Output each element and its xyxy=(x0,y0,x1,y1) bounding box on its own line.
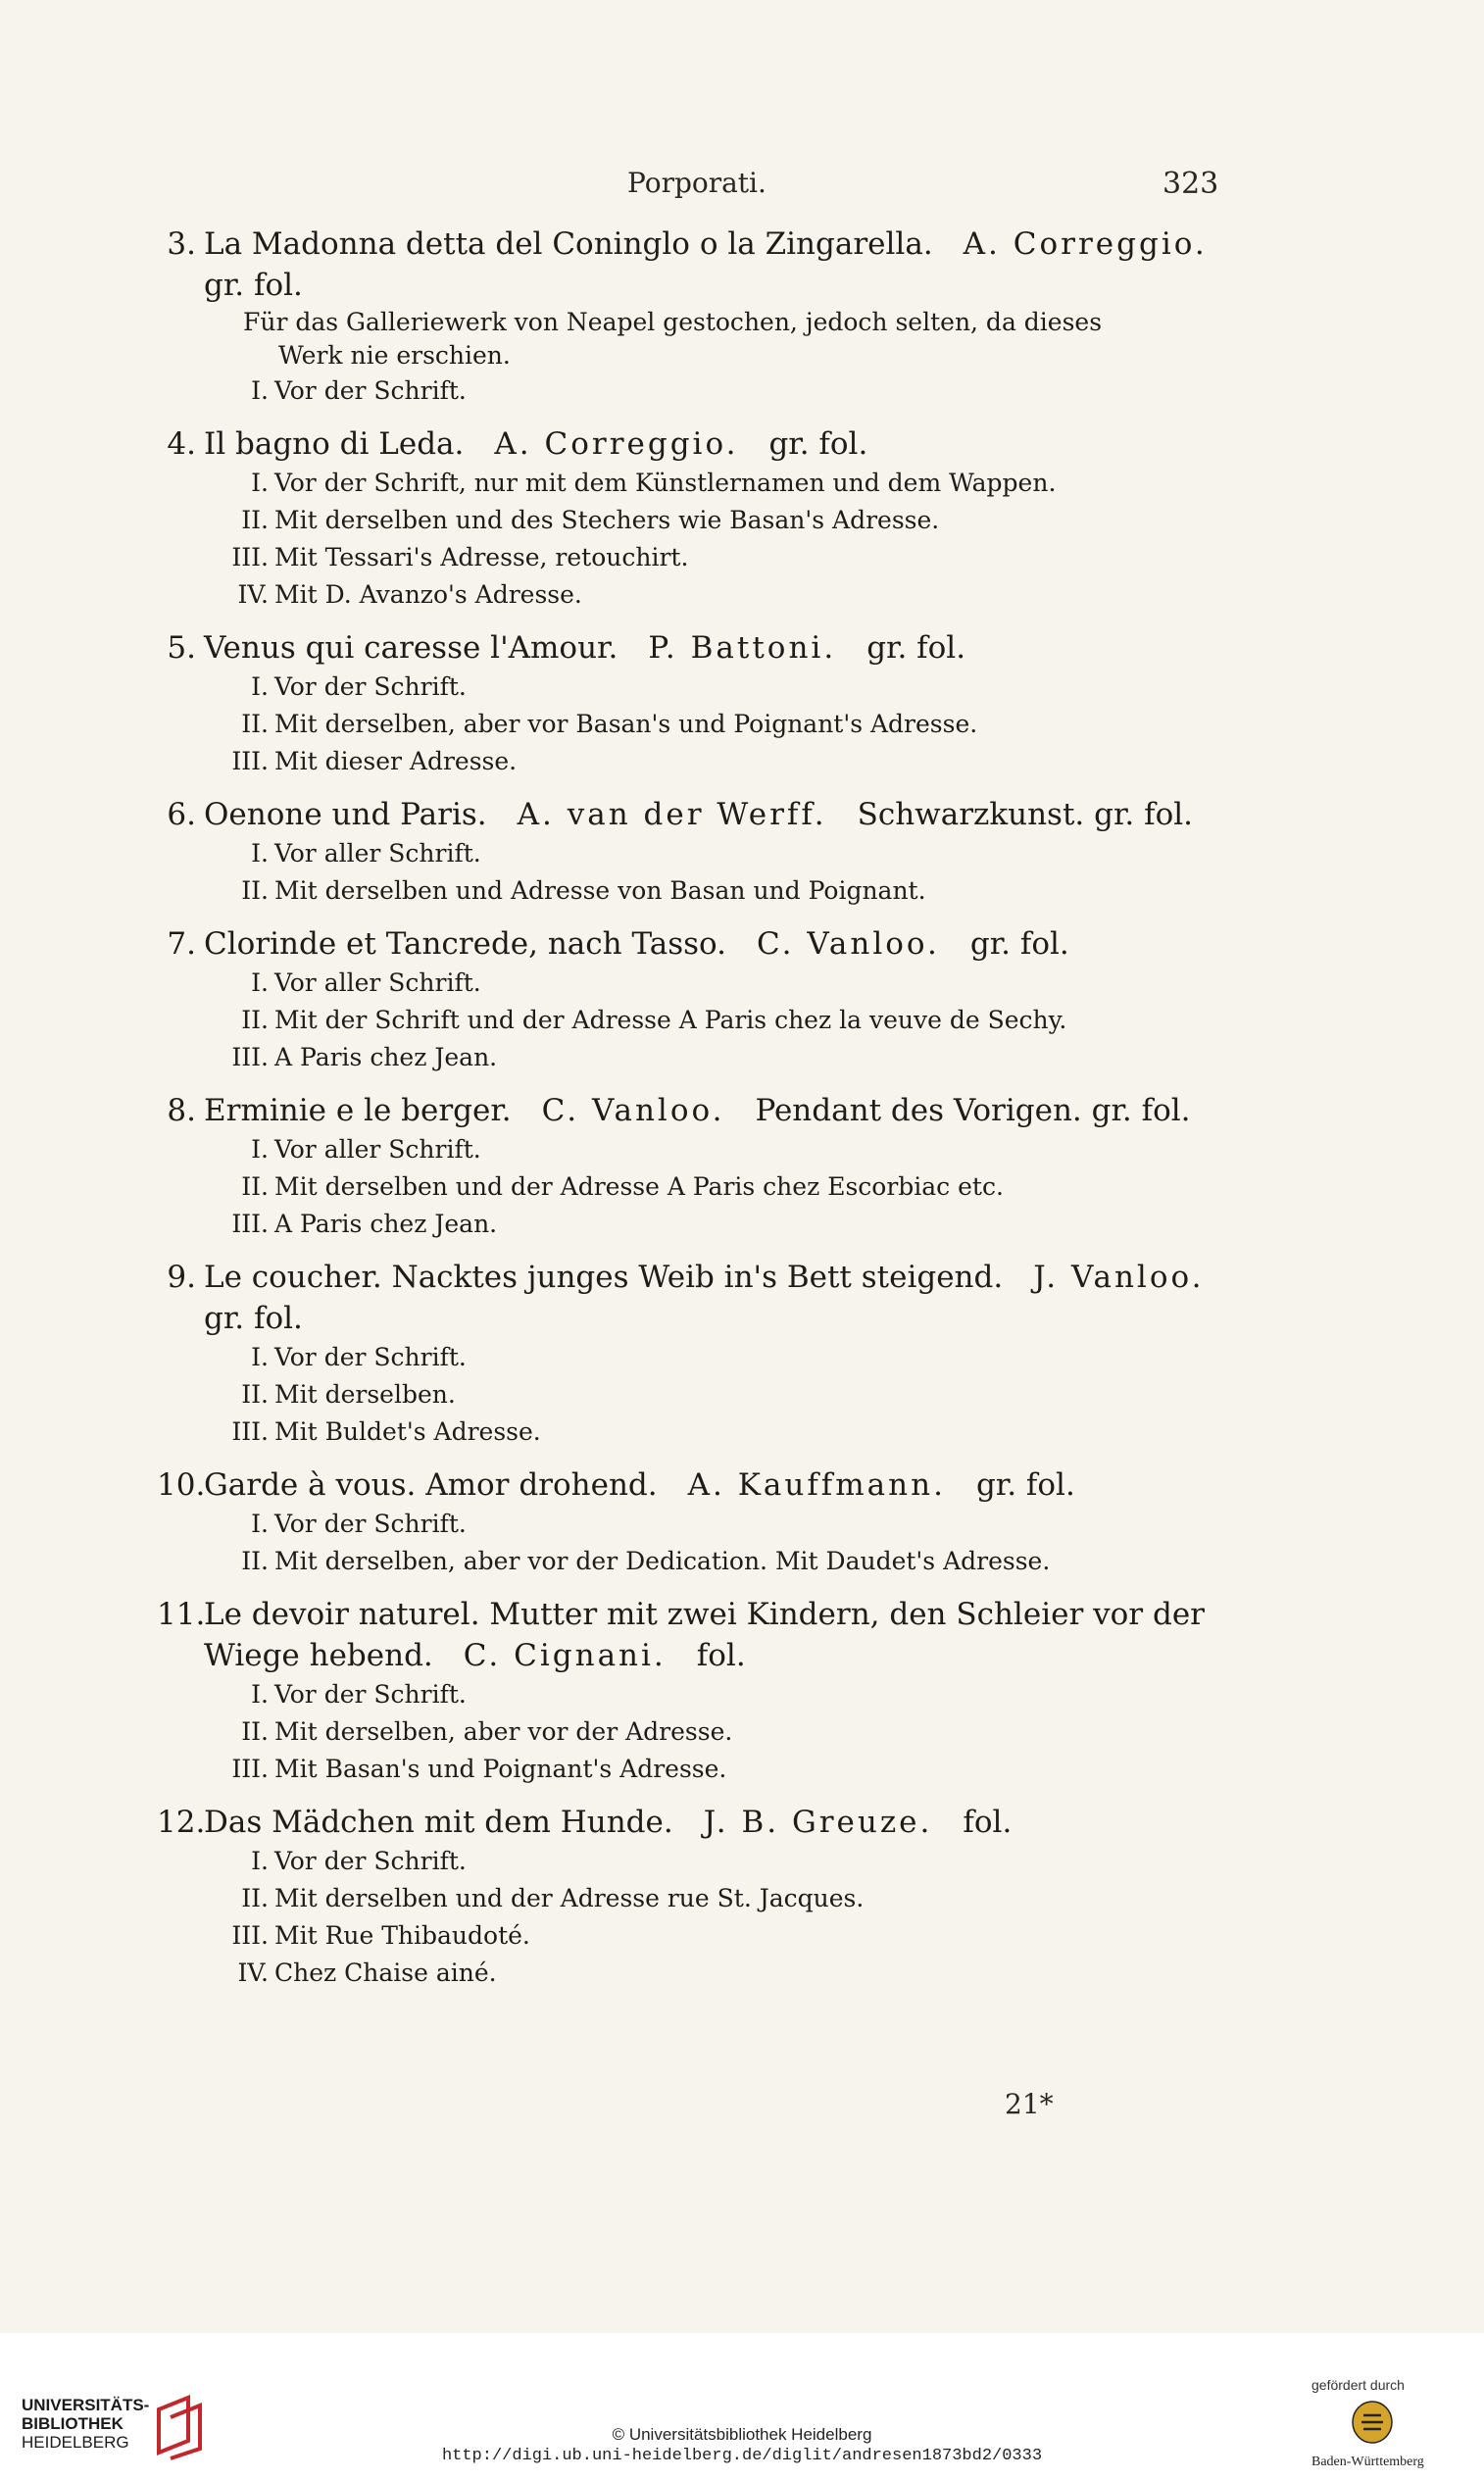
state-numeral: I. xyxy=(251,469,269,497)
plate-state xyxy=(157,1168,1255,1206)
state-numeral: II. xyxy=(241,1172,269,1201)
library-line-3: HEIDELBERG xyxy=(22,2433,129,2452)
entry-subject: Das Mädchen mit dem Hunde. xyxy=(204,1805,673,1840)
catalogue-entry xyxy=(157,1257,1255,1451)
state-numeral: I. xyxy=(251,839,269,868)
entry-title xyxy=(157,1257,1255,1339)
state-description: Mit derselben, aber vor Basan's und Poignant's Adresse. xyxy=(274,710,978,738)
state-numeral: II. xyxy=(241,1884,269,1912)
catalogue-entry xyxy=(157,1464,1255,1580)
state-description: A Paris chez Jean. xyxy=(274,1210,498,1238)
entry-number: 10. xyxy=(157,1467,206,1503)
entry-title xyxy=(157,627,1255,669)
state-description: A Paris chez Jean. xyxy=(274,1043,498,1071)
plate-state xyxy=(157,502,1255,539)
plate-state xyxy=(157,965,1255,1002)
state-description: Mit derselben, aber vor der Dedication. Mit Daudet's Adresse. xyxy=(274,1547,1051,1575)
catalogue-entry xyxy=(157,794,1255,910)
state-description: Mit D. Avanzo's Adresse. xyxy=(274,580,582,609)
state-numeral: III. xyxy=(231,1210,269,1238)
entry-artist: P. Battoni. xyxy=(648,630,837,666)
entry-artist: C. Cignani. xyxy=(463,1638,667,1673)
state-description: Mit Rue Thibaudoté. xyxy=(274,1921,530,1950)
state-description: Vor der Schrift, nur mit dem Künstlernamen und dem Wappen. xyxy=(274,469,1057,497)
catalogue-entry xyxy=(157,1594,1255,1788)
entry-title xyxy=(157,1090,1255,1131)
state-description: Mit Tessari's Adresse, retouchirt. xyxy=(274,543,689,571)
plate-state xyxy=(157,743,1255,780)
entry-title xyxy=(157,923,1255,965)
entry-number: 4. xyxy=(167,426,196,462)
entry-subject: Le coucher. Nacktes junges Weib in's Bett steigend. xyxy=(204,1260,1004,1295)
entry-number: 3. xyxy=(167,226,196,262)
entry-format: fol. xyxy=(963,1805,1013,1840)
catalogue-entries xyxy=(157,223,1255,2006)
state-numeral: III. xyxy=(231,543,269,571)
state-description: Mit Basan's und Poignant's Adresse. xyxy=(274,1755,727,1783)
entry-artist: J. B. Greuze. xyxy=(703,1805,933,1840)
state-description: Mit derselben und der Adresse rue St. Jacques. xyxy=(274,1884,865,1912)
plate-state xyxy=(157,1751,1255,1788)
plate-state xyxy=(157,872,1255,910)
plate-state xyxy=(157,706,1255,743)
entry-format: gr. fol. xyxy=(204,1301,303,1336)
page-number: 323 xyxy=(1162,167,1219,201)
state-numeral: I. xyxy=(251,672,269,701)
state-numeral: II. xyxy=(241,1006,269,1034)
catalogue-entry xyxy=(157,223,1255,410)
entry-number: 8. xyxy=(167,1093,196,1128)
state-numeral: III. xyxy=(231,747,269,775)
plate-state xyxy=(157,1039,1255,1076)
entry-format: gr. fol. xyxy=(204,268,303,303)
entry-number: 9. xyxy=(167,1260,196,1295)
printer-signature: 21* xyxy=(1005,2088,1054,2120)
entry-number: 5. xyxy=(167,630,196,666)
entry-subject: Garde à vous. Amor drohend. xyxy=(204,1467,658,1503)
state-description: Chez Chaise ainé. xyxy=(274,1959,497,1987)
state-seal-icon xyxy=(1350,2400,1395,2445)
entry-format: Schwarzkunst. gr. fol. xyxy=(857,797,1194,832)
entry-artist: A. Kauffmann. xyxy=(687,1467,946,1503)
state-description: Vor der Schrift. xyxy=(274,376,467,405)
plate-state xyxy=(157,1131,1255,1168)
entry-artist: C. Vanloo. xyxy=(757,926,940,962)
state-description: Mit dieser Adresse. xyxy=(274,747,518,775)
state-description: Vor der Schrift. xyxy=(274,1343,467,1371)
state-description: Mit derselben und des Stechers wie Basan's Adresse. xyxy=(274,506,940,534)
state-numeral: II. xyxy=(241,876,269,905)
copyright-notice: © Universitätsbibliothek Heidelberg xyxy=(612,2425,872,2444)
entry-title xyxy=(157,1802,1255,1843)
state-numeral: II. xyxy=(241,710,269,738)
plate-state xyxy=(157,1917,1255,1955)
entry-artist: A. Correggio. xyxy=(963,226,1208,262)
entry-format: gr. fol. xyxy=(866,630,966,666)
entry-artist: A. van der Werff. xyxy=(517,797,827,832)
entry-subject: Venus qui caresse l'Amour. xyxy=(204,630,618,666)
state-numeral: III. xyxy=(231,1043,269,1071)
state-description: Vor aller Schrift. xyxy=(274,968,481,997)
plate-state xyxy=(157,1713,1255,1751)
state-description: Mit derselben. xyxy=(274,1380,456,1409)
plate-state xyxy=(157,1880,1255,1917)
entry-subject: Clorinde et Tancrede, nach Tasso. xyxy=(204,926,727,962)
plate-state xyxy=(157,465,1255,502)
entry-subject: Erminie e le berger. xyxy=(204,1093,512,1128)
plate-state xyxy=(157,1414,1255,1451)
sponsor-name: Baden-Württemberg xyxy=(1311,2455,1424,2469)
running-header xyxy=(0,167,1484,206)
entry-note xyxy=(157,306,1255,372)
entry-title xyxy=(157,223,1255,306)
state-numeral: I. xyxy=(251,968,269,997)
state-description: Mit Buldet's Adresse. xyxy=(274,1417,541,1446)
entry-number: 7. xyxy=(167,926,196,962)
entry-note-line: Werk nie erschien. xyxy=(278,341,511,370)
state-description: Vor der Schrift. xyxy=(274,1510,467,1538)
plate-state xyxy=(157,1843,1255,1880)
catalogue-entry xyxy=(157,627,1255,780)
entry-artist: A. Correggio. xyxy=(494,426,739,462)
plate-state xyxy=(157,372,1255,410)
entry-artist: C. Vanloo. xyxy=(541,1093,725,1128)
state-numeral: IV. xyxy=(237,580,269,609)
state-description: Vor der Schrift. xyxy=(274,1847,467,1875)
state-numeral: II. xyxy=(241,506,269,534)
entry-subject: Oenone und Paris. xyxy=(204,797,487,832)
entry-number: 12. xyxy=(157,1805,206,1840)
state-numeral: I. xyxy=(251,1510,269,1538)
state-description: Vor aller Schrift. xyxy=(274,839,481,868)
state-numeral: I. xyxy=(251,1135,269,1164)
library-line-2: BIBLIOTHEK xyxy=(22,2414,124,2433)
state-numeral: III. xyxy=(231,1755,269,1783)
entry-title xyxy=(157,794,1255,835)
plate-state xyxy=(157,1339,1255,1376)
header-title: Porporati. xyxy=(627,167,767,199)
library-line-1: UNIVERSITÄTS- xyxy=(22,2396,150,2414)
state-description: Vor aller Schrift. xyxy=(274,1135,481,1164)
plate-state xyxy=(157,576,1255,614)
state-numeral: III. xyxy=(231,1921,269,1950)
state-description: Vor der Schrift. xyxy=(274,1680,467,1709)
state-numeral: I. xyxy=(251,1847,269,1875)
catalogue-entry xyxy=(157,423,1255,614)
plate-state xyxy=(157,1002,1255,1039)
permalink[interactable]: http://digi.ub.uni-heidelberg.de/diglit/andresen1873bd2/0333 xyxy=(441,2447,1043,2465)
plate-state xyxy=(157,539,1255,576)
state-numeral: I. xyxy=(251,1680,269,1709)
sponsor-label: gefördert durch xyxy=(1311,2377,1405,2393)
entry-subject: Le devoir naturel. Mutter mit zwei Kindern, den Schleier vor der Wiege hebend. xyxy=(204,1597,1205,1673)
entry-format: gr. fol. xyxy=(969,926,1069,962)
entry-note-line: Für das Galleriewerk von Neapel gestochen, jedoch selten, da dieses xyxy=(243,308,1103,336)
catalogue-entry xyxy=(157,1802,1255,1992)
entry-format: gr. fol. xyxy=(768,426,868,462)
state-numeral: II. xyxy=(241,1547,269,1575)
entry-title xyxy=(157,1594,1255,1676)
entry-artist: J. Vanloo. xyxy=(1033,1260,1205,1295)
state-numeral: IV. xyxy=(237,1959,269,1987)
entry-subject: Il bagno di Leda. xyxy=(204,426,465,462)
plate-state xyxy=(157,1676,1255,1713)
entry-format: Pendant des Vorigen. gr. fol. xyxy=(755,1093,1191,1128)
plate-state xyxy=(157,1206,1255,1243)
plate-state xyxy=(157,835,1255,872)
state-numeral: I. xyxy=(251,376,269,405)
plate-state xyxy=(157,1543,1255,1580)
state-description: Mit der Schrift und der Adresse A Paris chez la veuve de Sechy. xyxy=(274,1006,1067,1034)
plate-state xyxy=(157,1506,1255,1543)
entry-number: 11. xyxy=(157,1597,206,1632)
catalogue-entry xyxy=(157,923,1255,1076)
entry-format: fol. xyxy=(696,1638,746,1673)
state-description: Mit derselben und Adresse von Basan und Poignant. xyxy=(274,876,926,905)
entry-subject: La Madonna detta del Coninglo o la Zingarella. xyxy=(204,226,933,262)
entry-format: gr. fol. xyxy=(975,1467,1075,1503)
entry-title xyxy=(157,423,1255,465)
plate-state xyxy=(157,669,1255,706)
state-numeral: I. xyxy=(251,1343,269,1371)
state-description: Mit derselben und der Adresse A Paris chez Escorbiac etc. xyxy=(274,1172,1004,1201)
state-numeral: II. xyxy=(241,1380,269,1409)
entry-title xyxy=(157,1464,1255,1506)
state-description: Vor der Schrift. xyxy=(274,672,467,701)
plate-state xyxy=(157,1955,1255,1992)
state-numeral: II. xyxy=(241,1717,269,1746)
catalogue-entry xyxy=(157,1090,1255,1243)
entry-number: 6. xyxy=(167,797,196,832)
state-description: Mit derselben, aber vor der Adresse. xyxy=(274,1717,733,1746)
state-numeral: III. xyxy=(231,1417,269,1446)
plate-state xyxy=(157,1376,1255,1414)
